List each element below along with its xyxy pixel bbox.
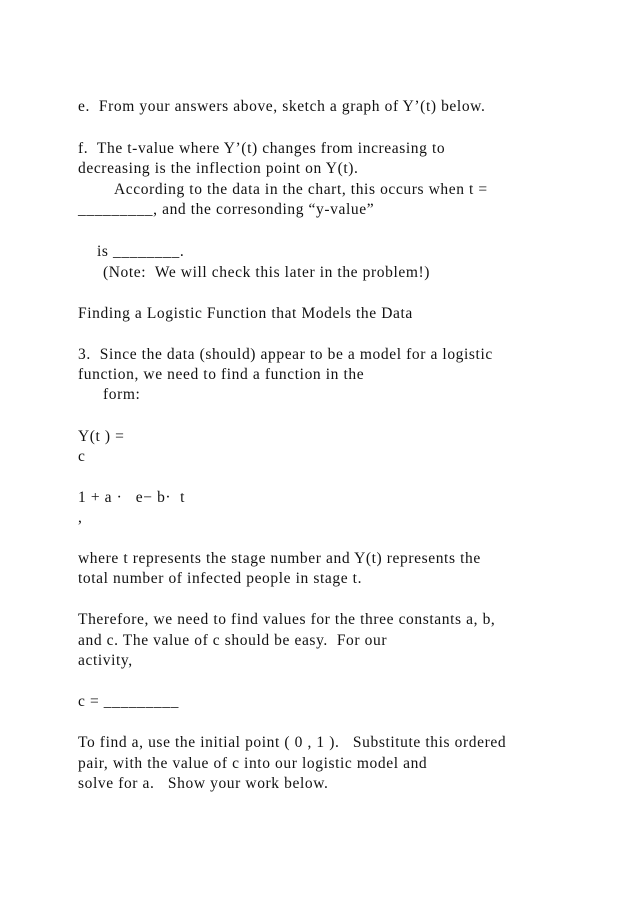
part-f-note: (Note: We will check this later in the problem!) [103, 264, 431, 281]
formula-lhs: Y(t ) = [78, 428, 125, 445]
therefore-text-2: and c. The value of c should be easy. For our [78, 632, 388, 649]
find-a-text-2: pair, with the value of c into our logistic model and [78, 755, 428, 772]
part-f-text-2: decreasing is the inflection point on Y(t). [78, 160, 359, 177]
c-value-blank: c = _________ [78, 693, 179, 710]
where-text-2: total number of infected people in stage t. [78, 570, 363, 587]
question-3-text-1: 3. Since the data (should) appear to be a model for a logistic [78, 346, 493, 363]
formula-denominator: 1 + a · e− b· t [78, 489, 186, 506]
part-f-text-1: f. The t-value where Y’(t) changes from increasing to [78, 140, 446, 157]
find-a-text-3: solve for a. Show your work below. [78, 775, 329, 792]
part-e-text: e. From your answers above, sketch a graph of Y’(t) below. [78, 98, 486, 115]
therefore-text-3: activity, [78, 652, 133, 669]
where-text-1: where t represents the stage number and Y(t) represents the [78, 550, 481, 567]
part-f-text-5: is ________. [97, 243, 185, 260]
section-heading: Finding a Logistic Function that Models the Data [78, 305, 413, 322]
question-3-text-2: function, we need to find a function in the [78, 366, 365, 383]
question-3-text-3: form: [103, 386, 141, 403]
find-a-text-1: To find a, use the initial point ( 0 , 1 ). Substitute this ordered [78, 734, 507, 751]
therefore-text-1: Therefore, we need to find values for the three constants a, b, [78, 611, 496, 628]
part-f-text-3: According to the data in the chart, this occurs when t = [114, 181, 488, 198]
part-f-text-4: _________, and the corresonding “y-value” [78, 201, 375, 218]
formula-comma: , [78, 509, 83, 526]
formula-numerator: c [78, 448, 86, 465]
